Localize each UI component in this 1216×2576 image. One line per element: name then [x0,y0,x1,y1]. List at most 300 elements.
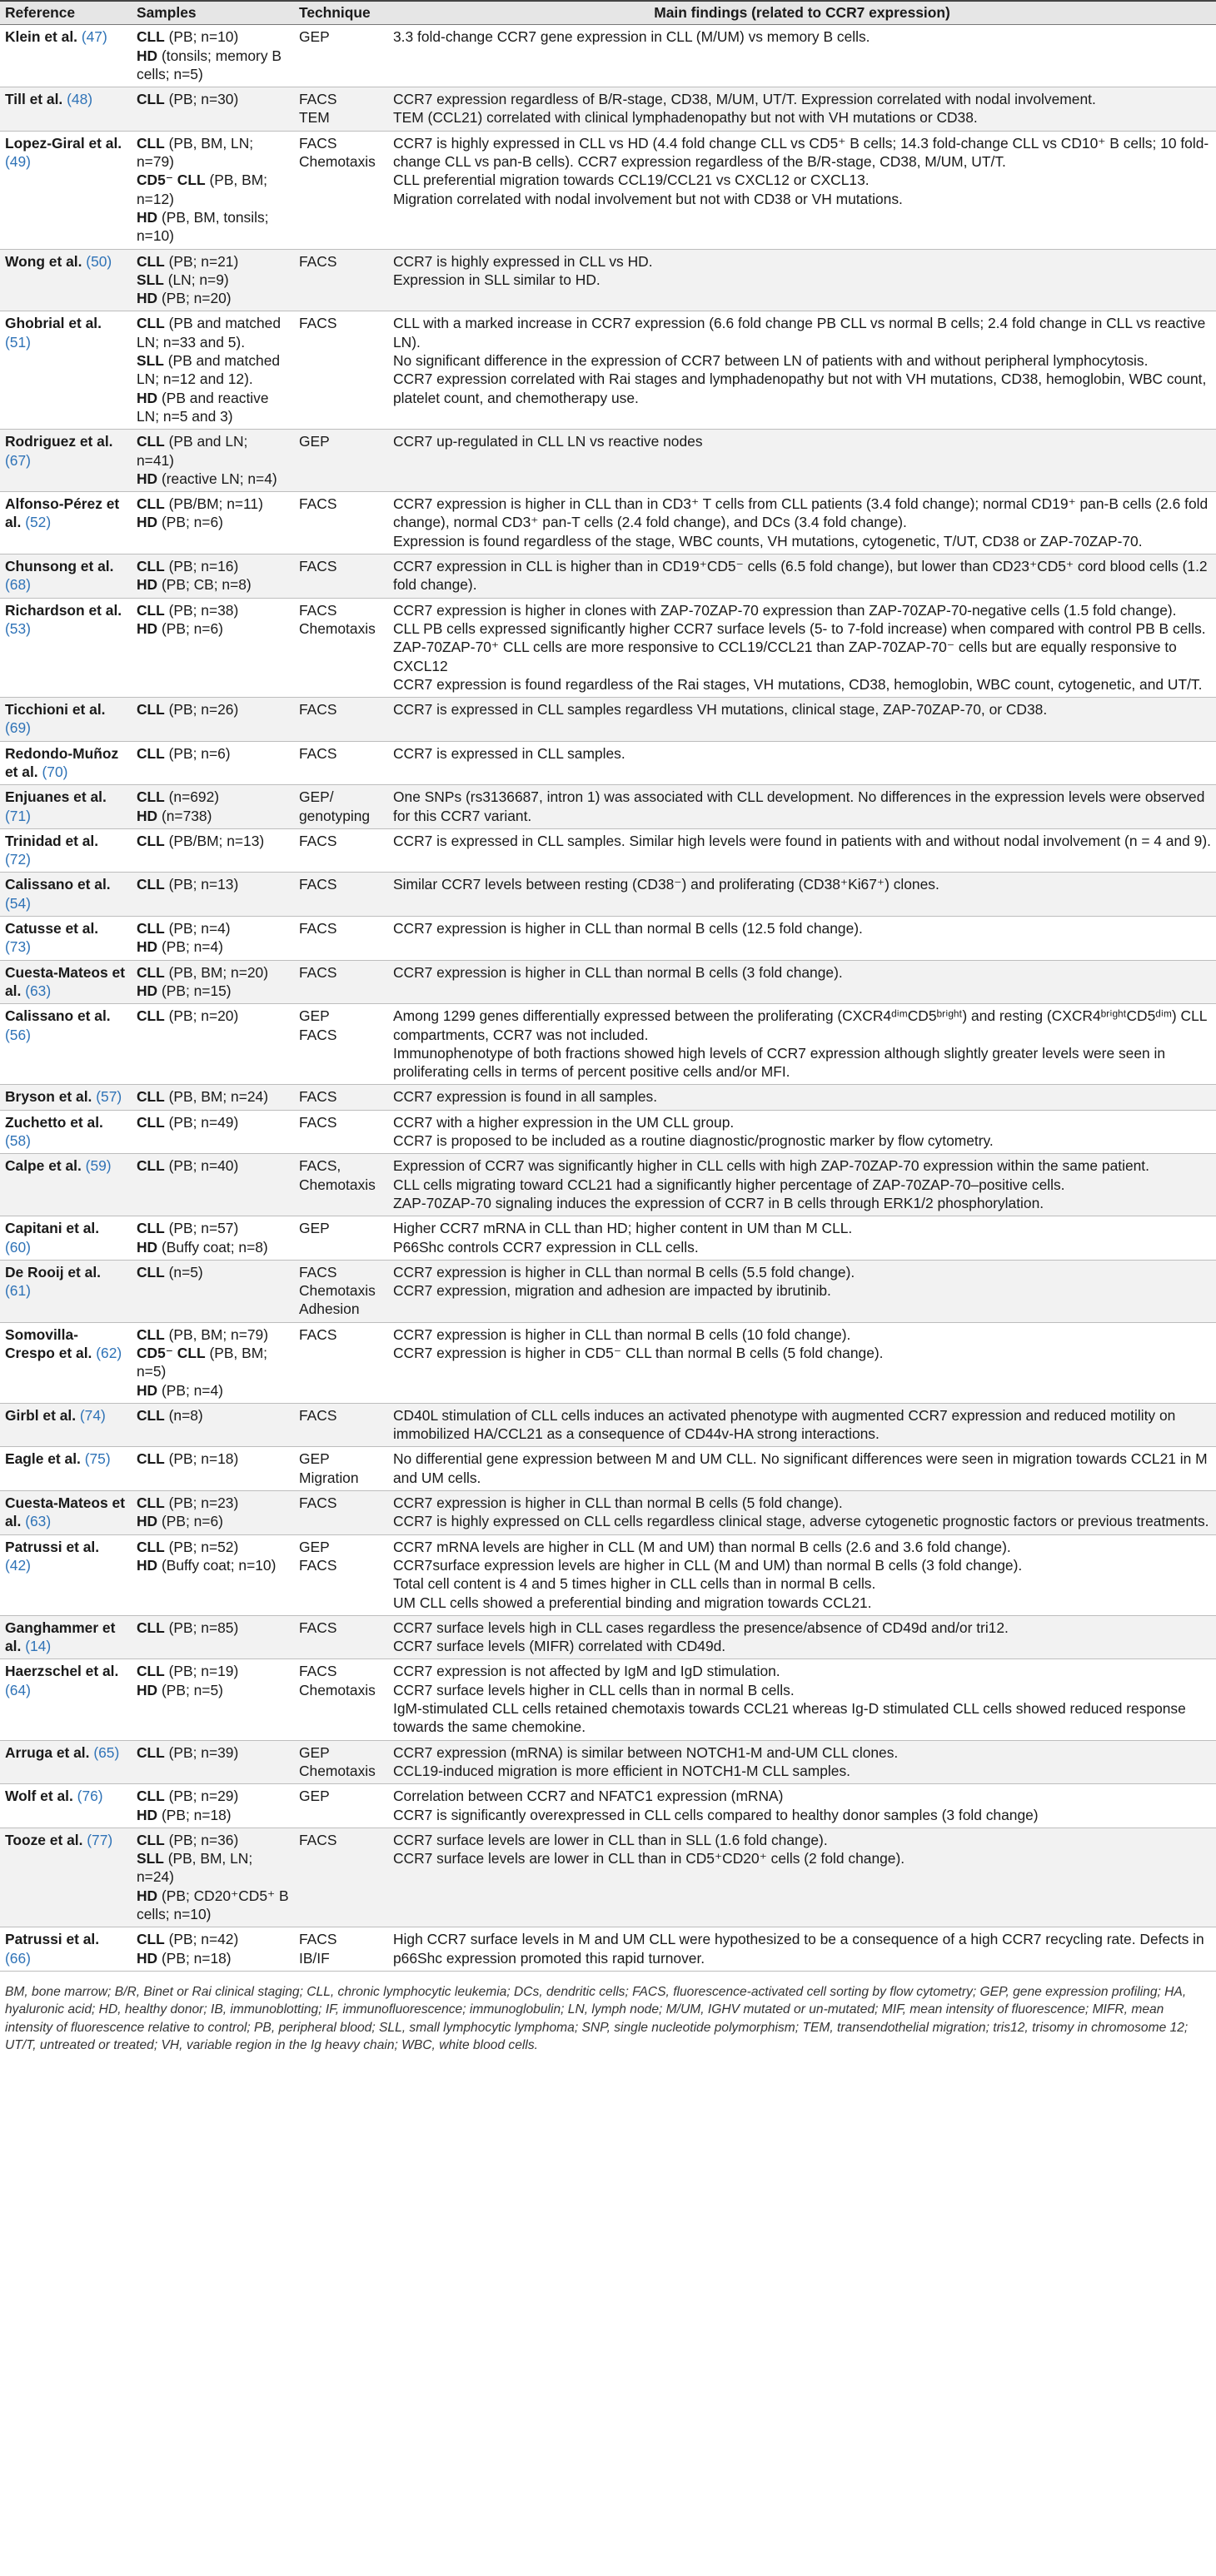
sample-detail: (PB; n=40) [164,1157,239,1175]
table-body [0,25,1216,1972]
finding-text: CCR7 is significantly overexpressed in CLL cells compared to healthy donor samples (3 fold change) [393,1806,1039,1823]
sample-entry [137,1831,289,1849]
reference-author: Trinidad et al. [5,832,99,849]
samples-cell [132,492,294,554]
sample-detail: (PB; n=6) [164,744,231,762]
findings-cell [388,828,1216,873]
table-row [0,1491,1216,1535]
reference-citation-link[interactable]: (70) [42,763,68,780]
table-row [0,1828,1216,1927]
table-row [0,873,1216,917]
reference-author: Ticchioni et al. [5,701,106,719]
sample-entry [137,289,289,307]
reference-author: Somovilla-Crespo et al. [5,1325,92,1361]
reference-author: Klein et al. [5,28,77,46]
technique-item: genotyping [299,807,371,824]
finding-text: Immunophenotype of both fractions showed high levels of CCR7 expression although slightly greater levels were seen in proliferating cells in terms of percent positive cells and/or MFI. [393,1044,1166,1081]
reference-cell [0,785,132,829]
finding-text: CCR7 is expressed in CLL samples. [393,744,625,762]
samples-cell [132,917,294,961]
technique-item: FACS [299,1263,337,1281]
reference-author: Enjuanes et al. [5,788,107,806]
technique-cell [294,1927,388,1972]
samples-cell [132,741,294,785]
finding-text: 3.3 fold-change CCR7 gene expression in CLL (M/UM) vs memory B cells. [393,28,870,46]
table-row [0,1659,1216,1740]
samples-cell [132,873,294,917]
reference-cell [0,554,132,599]
findings-cell [388,1615,1216,1659]
technique-item: FACS [299,701,337,719]
findings-cell [388,1927,1216,1972]
technique-item: Chemotaxis [299,1681,376,1698]
technique-item: FACS [299,1494,337,1512]
finding-text: CCR7 expression is higher in CLL than normal B cells (12.5 fold change). [393,920,863,937]
reference-citation-link[interactable]: (72) [5,851,31,868]
findings-cell [388,430,1216,492]
technique-cell [294,1491,388,1535]
technique-item: FACS [299,1931,337,1948]
sample-group: CLL [137,744,165,762]
sample-detail: (PB; n=13) [164,876,239,893]
samples-cell [132,960,294,1004]
reference-cell [0,1004,132,1085]
sample-group: CLL [137,134,165,152]
sample-group: HD [137,619,158,637]
reference-citation-link[interactable]: (71) [5,807,31,824]
sample-group: CLL [137,252,165,270]
finding-text: CLL PB cells expressed significantly higher CCR7 surface levels (5- to 7-fold increase) when compared with control PB B cells. [393,619,1206,637]
findings-cell [388,311,1216,430]
sample-group: CLL [137,963,165,981]
finding-text: CCL19-induced migration is more efficient in NOTCH1-M CLL samples. [393,1762,850,1779]
reference-citation-link[interactable]: (51) [5,333,31,351]
sample-group: CLL [137,1494,165,1512]
sample-entry [137,982,289,1000]
sample-group: CLL [137,601,165,619]
technique-item: Chemotaxis [299,1762,376,1779]
finding-text: IgM-stimulated CLL cells retained chemotaxis towards CCL21 whereas Ig-D stimulated CLL cells showed reduced response towards the same chemokine. [393,1700,1186,1736]
sample-entry [137,90,289,108]
technique-cell [294,873,388,917]
table-row [0,1004,1216,1085]
sample-entry [137,1263,289,1281]
sample-entry [137,575,289,594]
finding-text: CCR7 is expressed in CLL samples. Similar high levels were found in patients with and without nodal involvement (n = 4 and 9). [393,832,1211,849]
findings-cell [388,785,1216,829]
technique-cell [294,960,388,1004]
technique-item: FACS [299,920,337,937]
reference-author: Catusse et al. [5,920,99,937]
reference-author: De Rooij et al. [5,1263,101,1281]
reference-citation-link[interactable]: (56) [5,1026,31,1043]
sample-detail: (PB; n=10) [164,28,239,46]
reference-cell [0,25,132,87]
sample-entry [137,1325,289,1344]
finding-text: No differential gene expression between M and UM CLL. No significant differences were seen in migration towards CCL21 in M and UM cells. [393,1450,1208,1486]
finding-text: CLL preferential migration towards CCL19/CCL21 vs CXCL12 or CXCL13. [393,172,870,189]
samples-cell [132,131,294,249]
technique-item: Chemotaxis [299,619,376,637]
reference-cell [0,1740,132,1784]
findings-cell [388,960,1216,1004]
finding-text: Total cell content is 4 and 5 times higher in CLL cells than in normal B cells. [393,1575,876,1593]
sample-detail: (PB; n=57) [164,1220,239,1237]
sample-detail: (n=5) [164,1263,203,1281]
sample-group: CLL [137,28,165,46]
reference-citation-link[interactable]: (48) [67,91,93,108]
finding-text: CCR7 expression is higher in CLL than normal B cells (5.5 fold change). [393,1263,855,1281]
sample-group: HD [137,1887,158,1904]
reference-citation-link[interactable]: (68) [5,576,31,594]
technique-item: FACS [299,252,337,270]
sample-group: CLL [137,1931,165,1948]
sample-detail: (PB, BM; n=5) [137,1345,268,1380]
finding-text: Expression of CCR7 was significantly higher in CLL cells with high ZAP-70ZAP-70 expression within the same patient. [393,1157,1149,1175]
sample-group: HD [137,208,158,226]
table-row [0,598,1216,697]
findings-cell [388,1659,1216,1740]
sample-detail: (PB and matched LN; n=12 and 12). [137,352,281,388]
reference-author: Wolf et al. [5,1788,73,1805]
sample-detail: (PB and matched LN; n=33 and 5). [137,315,282,351]
finding-text: CCR7 expression (mRNA) is similar between NOTCH1-M and-UM CLL clones. [393,1743,899,1761]
technique-cell [294,1740,388,1784]
sample-entry [137,700,289,719]
reference-author: Lopez-Giral et al. [5,134,122,152]
finding-text: Similar CCR7 levels between resting (CD38⁻) and proliferating (CD38⁺Ki67⁺) clones. [393,876,939,893]
sample-detail: (PB; CD20⁺CD5⁺ B cells; n=10) [137,1887,289,1923]
reference-author: Zuchetto et al. [5,1113,103,1131]
sample-entry [137,1344,289,1381]
table-row [0,828,1216,873]
table-row [0,785,1216,829]
sample-entry [137,1887,289,1924]
sample-group: CLL [137,876,165,893]
finding-text: CCR7 expression is found in all samples. [393,1088,658,1106]
table-row [0,1216,1216,1261]
sample-group: HD [137,1681,158,1698]
sample-entry [137,513,289,531]
finding-text: CCR7 expression is higher in CLL than normal B cells (10 fold change). [393,1325,851,1343]
sample-group: CLL [137,91,165,108]
sample-group: CLL [137,701,165,719]
reference-citation-link[interactable]: (62) [96,1345,122,1361]
reference-cell [0,741,132,785]
sample-group: CLL [137,832,165,849]
sample-entry [137,1930,289,1948]
sample-entry [137,1219,289,1237]
table-row [0,131,1216,249]
technique-cell [294,1534,388,1615]
table-row [0,492,1216,554]
reference-cell [0,1659,132,1740]
samples-cell [132,311,294,430]
findings-cell [388,1004,1216,1085]
technique-item: Chemotaxis [299,153,376,171]
sample-entry [137,1512,289,1530]
reference-cell [0,249,132,311]
finding-text: CCR7 expression is found regardless of the Rai stages, VH mutations, CD38, hemoglobin, WBC count, cytogenetic, and UT/T. [393,675,1203,693]
table-row [0,698,1216,742]
findings-cell [388,598,1216,697]
finding-text: CCR7 expression regardless of B/R-stage, CD38, M/UM, UT/T. Expression correlated with nodal involvement. [393,91,1096,108]
sample-group: HD [137,938,158,956]
samples-cell [132,1085,294,1110]
technique-item: GEP [299,1450,330,1468]
reference-cell [0,1110,132,1154]
reference-author: Ghobrial et al. [5,315,102,332]
technique-item: FACS [299,832,337,849]
reference-citation-link[interactable]: (75) [84,1450,111,1468]
technique-cell [294,25,388,87]
findings-cell [388,131,1216,249]
sample-entry [137,1556,289,1574]
sample-detail: (PB; n=39) [164,1743,239,1761]
reference-citation-link[interactable]: (76) [77,1788,103,1805]
finding-text: CCR7 is highly expressed in CLL vs HD. [393,252,653,270]
sample-group: CLL [137,1788,165,1805]
sample-group: HD [137,389,158,406]
sample-entry [137,875,289,893]
sample-detail: (Buffy coat; n=10) [157,1556,277,1574]
sample-group: HD [137,1238,158,1256]
finding-text: CCR7 surface levels (MIFR) correlated with CD49d. [393,1638,726,1655]
reference-author: Girbl et al. [5,1406,77,1424]
reference-cell [0,1927,132,1972]
findings-cell [388,1260,1216,1322]
technique-item: FACS [299,1325,337,1343]
samples-cell [132,87,294,132]
technique-item: FACS, [299,1157,341,1175]
sample-entry [137,432,289,470]
technique-cell [294,430,388,492]
finding-text: One SNPs (rs3136687, intron 1) was associated with CLL development. No differences in the expression levels were observed for this CCR7 variant. [393,788,1205,824]
reference-cell [0,1216,132,1261]
table-row [0,1927,1216,1972]
samples-cell [132,1659,294,1740]
findings-cell [388,1085,1216,1110]
technique-item: GEP/ [299,788,334,806]
sample-detail: (PB; n=23) [164,1494,239,1512]
finding-text: CLL cells migrating toward CCL21 had a significantly higher percentage of ZAP-70ZAP-70–positive cells. [393,1176,1065,1193]
table-row [0,1615,1216,1659]
technique-cell [294,1260,388,1322]
reference-cell [0,1154,132,1216]
sample-group: CLL [137,1663,165,1680]
reference-author: Calissano et al. [5,876,111,893]
table-row [0,1534,1216,1615]
reference-cell [0,1615,132,1659]
technique-cell [294,1659,388,1740]
sample-detail: (PB; n=4) [164,920,231,937]
sample-group: CLL [137,1450,165,1468]
samples-cell [132,1740,294,1784]
reference-citation-link[interactable]: (50) [86,252,112,270]
table-row [0,1447,1216,1491]
reference-citation-link[interactable]: (42) [5,1556,31,1574]
samples-cell [132,554,294,599]
reference-citation-link[interactable]: (63) [25,982,52,999]
technique-item: GEP [299,433,330,450]
samples-cell [132,1403,294,1447]
sample-entry [137,495,289,513]
reference-citation-link[interactable]: (66) [5,1949,31,1967]
sample-entry [137,1156,289,1175]
sample-group: HD [137,1513,158,1530]
sample-group: CLL [137,1619,165,1636]
sample-entry [137,1406,289,1425]
samples-cell [132,1154,294,1216]
reference-citation-link[interactable]: (77) [87,1831,113,1848]
sample-group: HD [137,47,158,64]
reference-citation-link[interactable]: (52) [25,514,52,531]
reference-cell [0,87,132,132]
findings-cell [388,1534,1216,1615]
reference-cell [0,1322,132,1403]
reference-citation-link[interactable]: (59) [85,1157,112,1175]
sample-entry [137,252,289,271]
sample-entry [137,389,289,426]
finding-text: CCR7surface expression levels are higher in CLL (M and UM) than normal B cells (3 fold change). [393,1556,1023,1574]
sample-group: CLL [137,433,165,450]
technique-cell [294,598,388,697]
sample-entry [137,208,289,246]
sample-detail: (reactive LN; n=4) [157,470,277,487]
sample-detail: (PB/BM; n=11) [164,495,263,513]
sample-group: CLL [137,1157,165,1175]
technique-item: FACS [299,315,337,332]
sample-group: HD [137,1556,158,1574]
finding-text: ZAP-70ZAP-70⁺ CLL cells are more responsive to CCL19/CCL21 than ZAP-70ZAP-70⁻ cells but are equally responsive to CXCL12 [393,639,1177,674]
technique-cell [294,1828,388,1927]
table-row [0,917,1216,961]
table-row [0,25,1216,87]
finding-text: CCR7 is expressed in CLL samples regardless VH mutations, clinical stage, ZAP-70ZAP-70, or CD38. [393,701,1048,719]
sample-group: CLL [137,788,165,806]
reference-author: Cuesta-Mateos et al. [5,963,125,999]
findings-cell [388,1322,1216,1403]
samples-cell [132,1927,294,1972]
finding-text: No significant difference in the expression of CCR7 between LN of patients with and without peripheral lymphocytosis. [393,352,1149,370]
sample-group: CLL [137,1743,165,1761]
samples-cell [132,430,294,492]
reference-citation-link[interactable]: (73) [5,938,31,956]
reference-citation-link[interactable]: (61) [5,1282,31,1300]
sample-entry [137,963,289,982]
sample-group: HD [137,576,158,594]
finding-text: CCR7 expression is higher in CD5⁻ CLL than normal B cells (5 fold change). [393,1345,884,1361]
reference-citation-link[interactable]: (57) [96,1088,122,1106]
reference-cell [0,1403,132,1447]
reference-citation-link[interactable]: (69) [5,719,31,737]
sample-detail: (PB, BM, tonsils; n=10) [137,208,269,245]
finding-text: CCR7 expression is not affected by IgM and IgD stimulation. [393,1663,780,1680]
sample-detail: (PB; n=15) [157,982,232,999]
samples-cell [132,698,294,742]
finding-text: TEM (CCL21) correlated with clinical lymphadenopathy but not with VH mutations or CD38. [393,109,978,127]
technique-item: GEP [299,1220,330,1237]
reference-citation-link[interactable]: (65) [93,1743,120,1761]
sample-entry [137,1743,289,1762]
reference-author: Chunsong et al. [5,558,114,575]
technique-item: FACS [299,744,337,762]
reference-citation-link[interactable]: (47) [81,28,107,46]
sample-entry [137,1113,289,1131]
finding-text: UM CLL cells showed a preferential binding and migration towards CCL21. [393,1594,872,1611]
technique-cell [294,698,388,742]
sample-entry [137,937,289,956]
sample-group: CLL [137,1113,165,1131]
sample-entry [137,832,289,850]
technique-item: GEP [299,1788,330,1805]
sample-entry [137,1450,289,1468]
sample-entry [137,271,289,289]
reference-citation-link[interactable]: (67) [5,451,31,469]
reference-citation-link[interactable]: (58) [5,1132,31,1150]
sample-group: CLL [137,558,165,575]
reference-citation-link[interactable]: (64) [5,1681,31,1698]
reference-citation-link[interactable]: (74) [79,1406,106,1424]
reference-author: Richardson et al. [5,601,122,619]
samples-cell [132,25,294,87]
table-row [0,1154,1216,1216]
technique-item: FACS [299,1026,337,1043]
table-row [0,1260,1216,1322]
findings-cell [388,1784,1216,1828]
reference-citation-link[interactable]: (14) [25,1638,52,1655]
reference-author: Capitani et al. [5,1220,100,1237]
sample-entry [137,1787,289,1805]
table-row [0,430,1216,492]
findings-cell [388,1447,1216,1491]
sample-group: CLL [137,1406,165,1424]
reference-cell [0,960,132,1004]
finding-text: CCR7 expression correlated with Rai stages and lymphadenopathy but not with VH mutations, CD38, hemoglobin, WBC count, platelet count, and chemotherapy use. [393,370,1207,406]
reference-author: Patrussi et al. [5,1931,100,1948]
samples-cell [132,1216,294,1261]
sample-entry [137,919,289,937]
technique-item: GEP [299,28,330,46]
sample-group: CLL [137,1220,165,1237]
sample-entry [137,1087,289,1106]
reference-cell [0,1784,132,1828]
findings-cell [388,698,1216,742]
sample-entry [137,27,289,46]
finding-text: CCR7 mRNA levels are higher in CLL (M and UM) than normal B cells (2.6 and 3.6 fold change). [393,1538,1011,1555]
finding-text: CCR7 expression is higher in CLL than in CD3⁺ T cells from CLL patients (3.4 fold change); normal CD19⁺ pan-B cells (2.6 fold change), normal CD3⁺ pan-T cells (2.4 fold change), and DCs (3.4 fold change). [393,495,1209,531]
reference-cell [0,917,132,961]
reference-cell [0,1085,132,1110]
technique-item: Chemotaxis [299,1282,376,1300]
technique-cell [294,1154,388,1216]
reference-citation-link[interactable]: (63) [25,1513,52,1530]
reference-citation-link[interactable]: (60) [5,1238,31,1256]
sample-detail: (PB; n=6) [157,619,223,637]
technique-item: FACS [299,1663,337,1680]
reference-citation-link[interactable]: (54) [5,894,31,912]
samples-cell [132,1491,294,1535]
technique-item: FACS [299,1556,337,1574]
table-row [0,741,1216,785]
reference-author: Alfonso-Pérez et al. [5,495,120,531]
samples-cell [132,1828,294,1927]
sample-detail: (PB; n=4) [157,1381,223,1399]
technique-item: FACS [299,601,337,619]
reference-citation-link[interactable]: (49) [5,153,31,171]
reference-citation-link[interactable]: (53) [5,619,31,637]
technique-item: FACS [299,1113,337,1131]
